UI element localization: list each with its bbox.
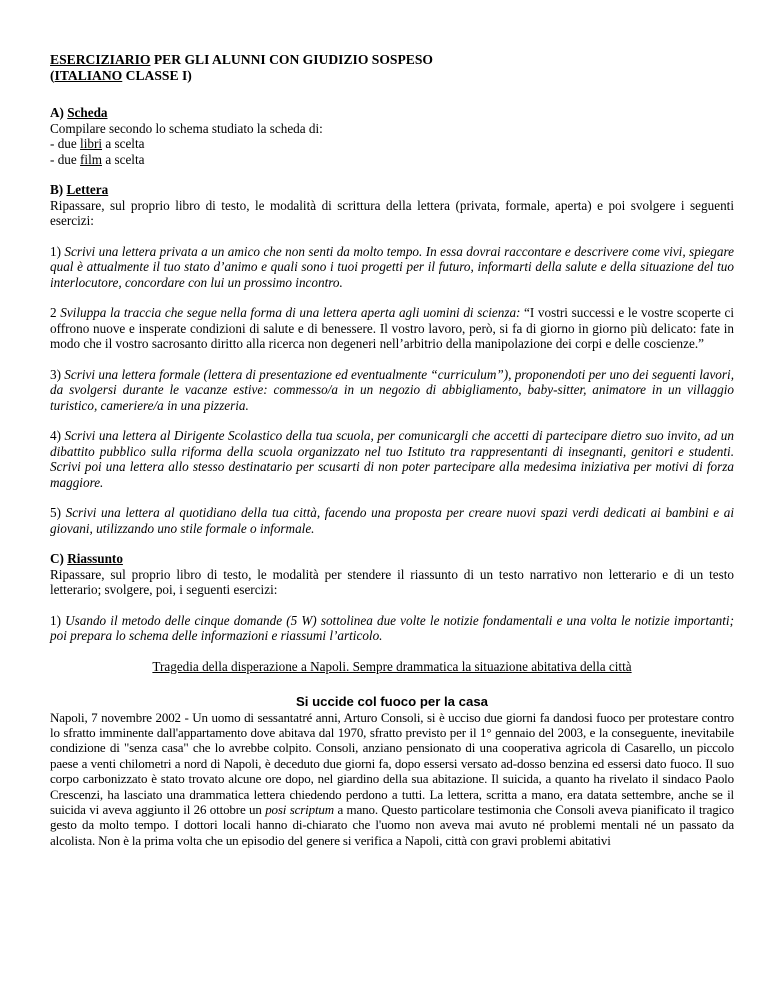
exercise-number: 2 bbox=[50, 305, 61, 320]
article-body bbox=[50, 710, 734, 849]
section-a-prefix: A) bbox=[50, 105, 68, 120]
section-a-intro: Compilare secondo lo schema studiato la scheda di: bbox=[50, 120, 323, 136]
document-title-line2 bbox=[50, 68, 734, 84]
exercise-text: Scrivi una lettera al Dirigente Scolastico della tua scuola, per comunicargli che accetti di partecipare dietro suo invito, ad un dibattito pubblico sulla riforma della scuola organizzato nel tuo Istituto tra rappresentanti di insegnanti, genitori e studenti. Scrivi poi una lettera allo stesso destinatario per scusarti di non poter partecipare alla medesima iniziativa per motivi di forza maggiore. bbox=[50, 428, 734, 490]
article-headline: Si uccide col fuoco per la casa bbox=[295, 694, 489, 709]
section-b-exercise-1 bbox=[50, 244, 734, 291]
article-kicker bbox=[50, 659, 734, 675]
exercise-text: Sviluppa la traccia che segue nella forma di una lettera aperta agli uomini di scienza: bbox=[60, 305, 521, 320]
title-subject: ITALIANO bbox=[54, 68, 123, 83]
exercise-number: 1) bbox=[50, 243, 65, 259]
item-dash: - due bbox=[50, 151, 81, 167]
section-b-prefix: B) bbox=[50, 182, 67, 197]
item-films-word: film bbox=[80, 151, 103, 167]
exercise-number: 5) bbox=[50, 505, 66, 520]
article-body-text: Napoli, 7 novembre 2002 - Un uomo di sessantatré anni, Arturo Consoli, si è ucciso due giorni fa dandosi fuoco per protestare contro lo sfratto imminente dall'appartamento dove abitava dal 1970, sfratto previsto per il 1° gennaio del 2003, e la conseguente, inevitabile condizione di "senza casa" che lo avrebbe colpito. Consoli, anziano pensionato di una cooperativa agricola di Casarello, un piccolo paese a venti chilometri a nord di Napoli, è deceduto due giorni fa, dopo essersi versato ad-dosso benzina ed essersi dato fuoco. Il suo corpo carbonizzato è stato trovato alcune ore dopo, nel giardino della sua abitazione. Il suicida, a quanto ha rivelato il sindaco Paolo Crescenzi, ha lasciato una drammatica lettera chiedendo perdono a tutti. La lettera, scritta a mano, era datata settembre, anche se il suicida vi aveva aggiunto il 26 ottobre un bbox=[50, 709, 734, 817]
article-body-italic: posi scriptum bbox=[265, 801, 335, 817]
item-films-rest: a scelta bbox=[102, 151, 145, 167]
section-c-heading bbox=[50, 551, 734, 567]
exercise-number: 1) bbox=[50, 612, 66, 628]
item-dash: - due bbox=[50, 136, 81, 151]
exercise-text: Usando il metodo delle cinque domande (5 W) sottolinea due volte le notizie fondamentali e una volta le notizie importanti; poi prepara lo schema delle informazioni e riassumi l’articolo. bbox=[50, 612, 734, 643]
exercise-number: 3) bbox=[50, 366, 65, 382]
exercise-number: 4) bbox=[50, 428, 65, 443]
exercise-text: Scrivi una lettera formale (lettera di presentazione ed eventualmente “curriculum”), proponendoti per uno dei seguenti lavori, da svolgersi durante le vacanze estive: commesso/a in un negozio di abbigliamento, baby-sitter, animatore in un villaggio turistico, cameriere/a in una pizzeria. bbox=[50, 366, 734, 413]
item-books-rest: a scelta bbox=[102, 136, 145, 151]
item-books-word: libri bbox=[80, 136, 103, 151]
section-b-exercise-3 bbox=[50, 367, 734, 414]
section-a-heading bbox=[50, 105, 734, 121]
section-c-title: Riassunto bbox=[67, 551, 123, 566]
exercise-text: Scrivi una lettera privata a un amico che non senti da molto tempo. In essa dovrai raccontare e descrivere come vivi, spiegare qual è attualmente il tuo stato d’animo e quali sono i tuoi progetti per il futuro, informarti della salute e della situazione del tuo interlocutore, concordare con lui un prossimo incontro. bbox=[50, 243, 734, 290]
section-b-intro: Ripassare, sul proprio libro di testo, le modalità di scrittura della lettera (privata, formale, aperta) e poi svolgere i seguenti esercizi: bbox=[50, 197, 734, 228]
title-line1-rest: PER GLI ALUNNI CON GIUDIZIO SOSPESO bbox=[150, 52, 433, 67]
section-b-exercise-4 bbox=[50, 428, 734, 490]
section-c-prefix: C) bbox=[50, 551, 68, 566]
title-paren: ( bbox=[50, 68, 55, 83]
article-body-text-end: a mano. Questo particolare testimonia che Consoli aveva pianificato il tragico gesto da molto tempo. I dottori locali hanno di-chiarato che l'uomo non aveva mai avuto né problemi mentali né un passato da alcolista. Non è la prima volta che un episodio del genere si verifica a Napoli, città con gravi problemi abitativi bbox=[50, 801, 734, 848]
section-a-item-books bbox=[50, 136, 734, 152]
section-b-exercise-2 bbox=[50, 305, 734, 352]
section-b-title: Lettera bbox=[66, 182, 109, 197]
section-b-heading bbox=[50, 182, 734, 198]
section-c-exercise-1 bbox=[50, 613, 734, 644]
title-underlined-word: ESERCIZIARIO bbox=[50, 52, 151, 67]
exercise-text: Scrivi una lettera al quotidiano della tua città, facendo una proposta per creare nuovi spazi verdi dedicati ai bambini e ai giovani, utilizzando uno stile formale o informale. bbox=[50, 505, 734, 536]
section-a-item-films bbox=[50, 152, 734, 168]
title-line2-rest: CLASSE I) bbox=[122, 68, 192, 83]
document-page bbox=[50, 52, 734, 848]
article-kicker-text: Tragedia della disperazione a Napoli. Sempre drammatica la situazione abitativa della città bbox=[152, 658, 632, 674]
exercise-quote: “I vostri successi e le vostre scoperte ci offrono nuove e insperate condizioni di salute e di benessere. Il vostro lavoro, però, si fa di giorno in giorno più delicato: fate in modo che il vostro sacrosanto diritto alla ricerca non degeneri nell’arbitrio della manipolazione dei corpi e delle coscienze.” bbox=[50, 305, 734, 351]
section-a-title: Scheda bbox=[67, 105, 108, 120]
section-c-intro: Ripassare, sul proprio libro di testo, le modalità per stendere il riassunto di un testo narrativo non letterario e di un testo letterario; svolgere, poi, i seguenti esercizi: bbox=[50, 566, 734, 597]
section-b-exercise-5 bbox=[50, 505, 734, 536]
document-title-line1 bbox=[50, 52, 734, 68]
